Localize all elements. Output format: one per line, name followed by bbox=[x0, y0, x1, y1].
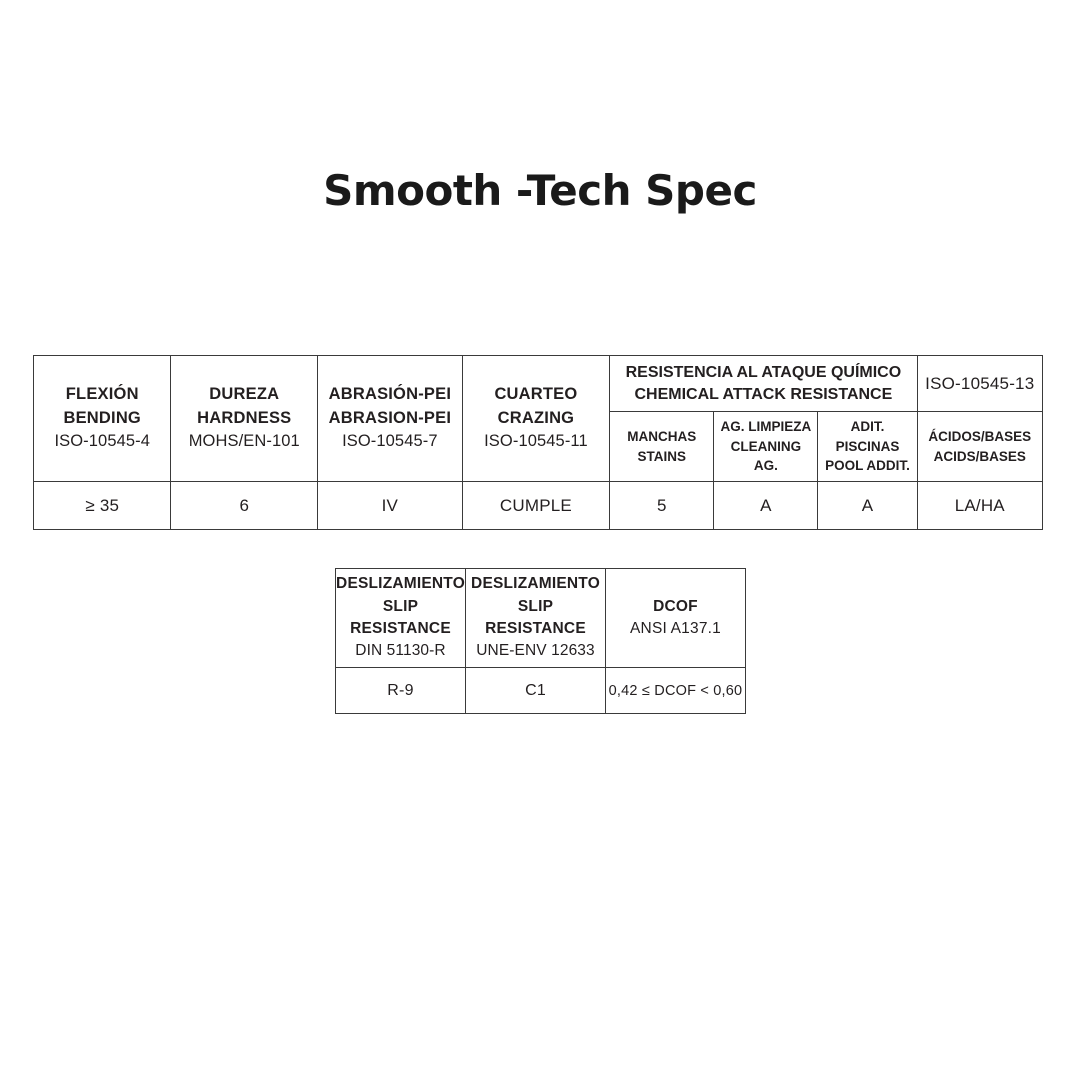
header-cell-slip-din bbox=[336, 569, 466, 668]
slip-header-row bbox=[336, 569, 746, 668]
value-abrasion: IV bbox=[318, 482, 463, 530]
group-title-en: CHEMICAL ATTACK RESISTANCE bbox=[634, 385, 893, 403]
header-line-en: ABRASION-PEI bbox=[328, 408, 452, 427]
header-cell-dcof bbox=[606, 569, 746, 668]
header-cell-chemical-standard: ISO-10545-13 bbox=[917, 356, 1042, 412]
table-header-row-top bbox=[34, 356, 1043, 412]
header-line-es: CUARTEO bbox=[494, 384, 578, 403]
header-line-en: SLIP RESISTANCE bbox=[350, 597, 451, 637]
subheader-line-en: ACIDS/BASES bbox=[933, 448, 1026, 464]
subheader-line-en: CLEANING AG. bbox=[730, 438, 802, 474]
value-stains: 5 bbox=[610, 482, 714, 530]
value-acids-bases: LA/HA bbox=[917, 482, 1042, 530]
slip-resistance-table bbox=[335, 568, 746, 714]
header-cell-abrasion bbox=[318, 356, 463, 482]
group-title-es: RESISTENCIA AL ATAQUE QUÍMICO bbox=[625, 363, 902, 381]
value-flexion: ≥ 35 bbox=[34, 482, 171, 530]
header-line-standard: ISO-10545-4 bbox=[54, 432, 151, 451]
header-line-standard: UNE-ENV 12633 bbox=[476, 642, 595, 660]
value-slip-une: C1 bbox=[466, 668, 606, 714]
header-line-en: SLIP RESISTANCE bbox=[485, 597, 586, 637]
value-crazing: CUMPLE bbox=[462, 482, 610, 530]
subheader-line-es: AG. LIMPIEZA bbox=[720, 419, 812, 435]
table-row bbox=[336, 668, 746, 714]
header-cell-crazing bbox=[462, 356, 610, 482]
subheader-cell-cleaning-agents bbox=[714, 412, 818, 482]
header-line-es: ABRASIÓN-PEI bbox=[328, 384, 452, 403]
value-pool-additives: A bbox=[818, 482, 917, 530]
subheader-cell-stains bbox=[610, 412, 714, 482]
value-slip-din: R-9 bbox=[336, 668, 466, 714]
header-line-title: DCOF bbox=[653, 597, 698, 615]
subheader-line-es: ADIT. PISCINAS bbox=[835, 419, 900, 454]
header-line-es: DUREZA bbox=[209, 384, 280, 403]
subheader-cell-acids-bases bbox=[917, 412, 1042, 482]
subheader-line-en: STAINS bbox=[637, 448, 687, 464]
value-cleaning-agents: A bbox=[714, 482, 818, 530]
header-cell-slip-une bbox=[466, 569, 606, 668]
header-line-standard: ANSI A137.1 bbox=[630, 620, 721, 637]
value-hardness: 6 bbox=[171, 482, 318, 530]
header-line-en: HARDNESS bbox=[197, 408, 292, 427]
header-line-standard: MOHS/EN-101 bbox=[188, 432, 300, 451]
header-line-standard: ISO-10545-11 bbox=[484, 432, 588, 451]
header-line-es: DESLIZAMIENTO bbox=[336, 575, 465, 593]
subheader-line-en: POOL ADDIT. bbox=[825, 458, 910, 474]
header-line-en: BENDING bbox=[63, 408, 141, 427]
subheader-line-es: ÁCIDOS/BASES bbox=[928, 428, 1032, 444]
header-line-standard: DIN 51130-R bbox=[355, 642, 446, 660]
header-cell-hardness bbox=[171, 356, 318, 482]
subheader-cell-pool-additives bbox=[818, 412, 917, 482]
header-line-standard: ISO-10545-7 bbox=[342, 432, 438, 451]
header-line-en: CRAZING bbox=[497, 408, 575, 427]
header-cell-flexion bbox=[34, 356, 171, 482]
value-dcof: 0,42 ≤ DCOF < 0,60 bbox=[606, 668, 746, 714]
technical-specs-table bbox=[33, 355, 1043, 530]
table-row bbox=[34, 482, 1043, 530]
page-title: Smooth -Tech Spec bbox=[323, 166, 757, 215]
header-line-es: DESLIZAMIENTO bbox=[471, 575, 600, 593]
header-line-es: FLEXIÓN bbox=[65, 384, 139, 403]
header-cell-chemical-attack-group bbox=[610, 356, 917, 412]
subheader-line-es: MANCHAS bbox=[627, 428, 697, 444]
